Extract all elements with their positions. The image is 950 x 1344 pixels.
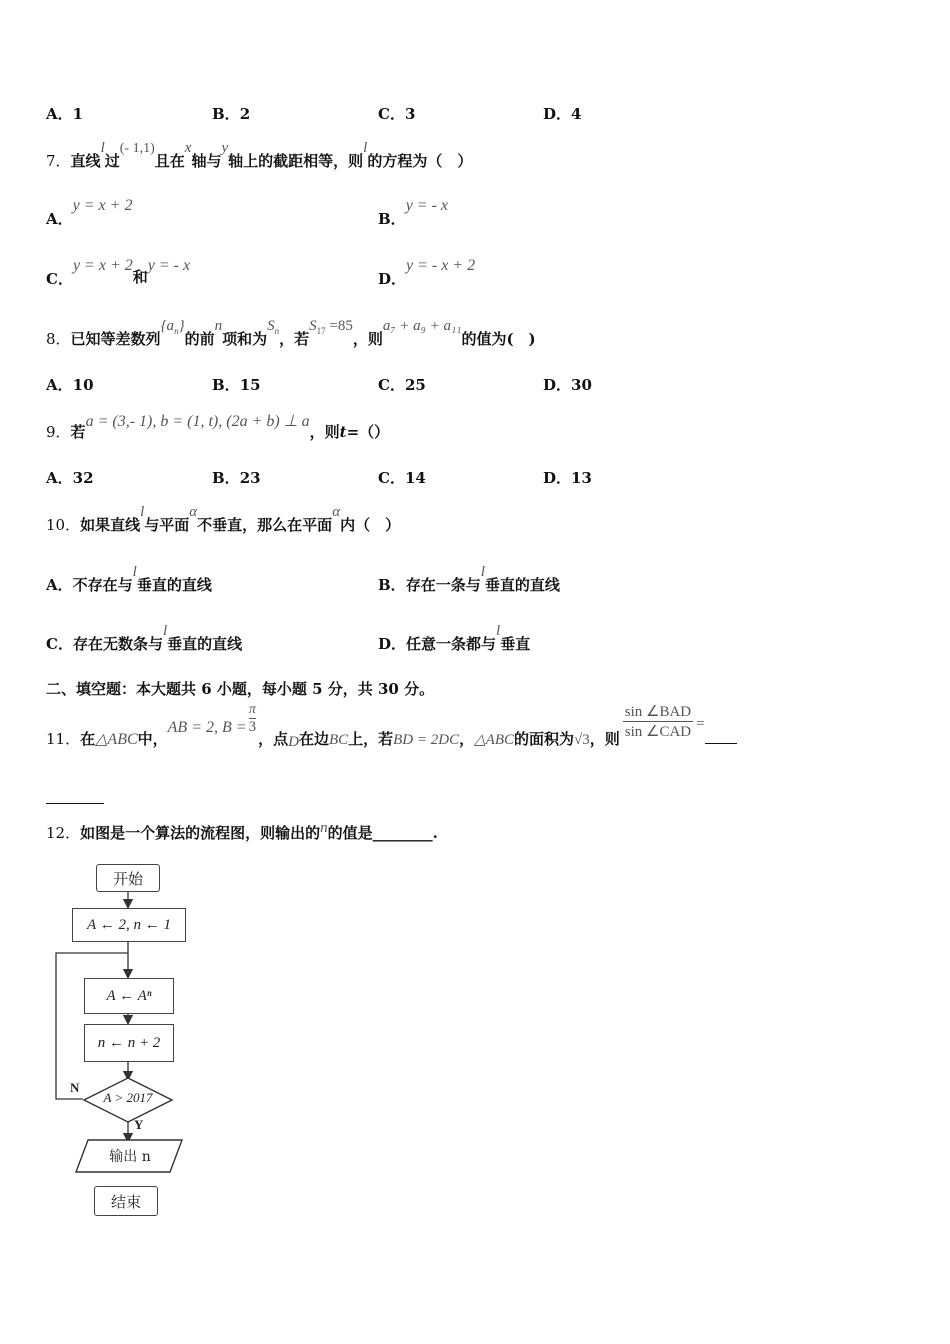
- q9-option-d: D．13: [543, 469, 592, 487]
- q9-option-b: B．23: [212, 469, 261, 487]
- q6-option-b: B．2: [212, 105, 251, 123]
- q11-stem: 11．在△ABC中，AB = 2, B = $\frac{\pi}{3}$ ，点D在边BC上，若BD = 2DC，△ABC的面积为√3，则 sin ∠BAD sin ∠CAD =: [46, 702, 737, 752]
- q7-stem: 7．直线l过(- 1,1)且在x轴与y轴上的截距相等，则l的方程为（ ）: [46, 140, 473, 170]
- q9-option-c: C．14: [378, 469, 426, 487]
- q8-option-a: A．10: [46, 376, 94, 394]
- q7-option-c: C．y = x + 2和y = - x: [46, 257, 191, 288]
- q8-option-d: D．30: [543, 376, 592, 394]
- q11-answer-blank[interactable]: [705, 729, 737, 744]
- q9-option-a: A．32: [46, 469, 94, 487]
- q6-option-a: A．1: [46, 105, 84, 123]
- flowchart-start: 开始: [96, 864, 160, 892]
- flowchart: [50, 856, 210, 1226]
- q7-option-d: D．y = - x + 2: [378, 257, 476, 288]
- q7-option-a: A．y = x + 2: [46, 197, 133, 228]
- q7-option-b: B．y = - x: [378, 197, 449, 228]
- flowchart-cond-text: A > 2017: [103, 1090, 153, 1105]
- q11-answer-blank-continued[interactable]: [46, 803, 104, 804]
- q8-option-b: B．15: [212, 376, 261, 394]
- section-2-heading: 二、填空题：本大题共 6 小题，每小题 5 分，共 30 分。: [46, 680, 435, 698]
- q9-stem: 9．若a = (3,- 1), b = (1, t), (2a + b) ⊥ a，则t=（）: [46, 413, 390, 441]
- q10-option-d: D．任意一条都与l垂直: [378, 623, 531, 653]
- flowchart-no-label: N: [70, 1080, 80, 1095]
- q11-ratio: sin ∠BAD sin ∠CAD: [624, 704, 692, 740]
- q12-stem: 12．如图是一个算法的流程图，则输出的n的值是________.: [46, 820, 438, 842]
- flowchart-output-text: 输出 n: [109, 1149, 151, 1165]
- q6-option-d: D．4: [543, 105, 582, 123]
- q8-stem: 8．已知等差数列$\{a_n\}$的前n项和为$S_n$，若$S_{17} =85$，则a₇ + a₉ + a₁₁的值为( ): [46, 318, 536, 348]
- flowchart-end: 结束: [94, 1186, 158, 1216]
- q8-option-c: C．25: [378, 376, 426, 394]
- flowchart-step1: A ← Aⁿ: [84, 978, 174, 1014]
- flowchart-step2: n ← n + 2: [84, 1024, 174, 1062]
- q10-option-c: C．存在无数条与l垂直的直线: [46, 623, 243, 653]
- q10-stem: 10．如果直线l与平面α不垂直，那么在平面α内（ ）: [46, 504, 401, 534]
- q10-option-a: A．不存在与l垂直的直线: [46, 564, 212, 594]
- q10-option-b: B．存在一条与l垂直的直线: [378, 564, 560, 594]
- flowchart-yes-label: Y: [134, 1117, 144, 1132]
- q11-fraction: $\frac{\pi}{3}$: [248, 702, 257, 735]
- flowchart-init: A ← 2, n ← 1: [72, 908, 186, 942]
- q6-option-c: C．3: [378, 105, 416, 123]
